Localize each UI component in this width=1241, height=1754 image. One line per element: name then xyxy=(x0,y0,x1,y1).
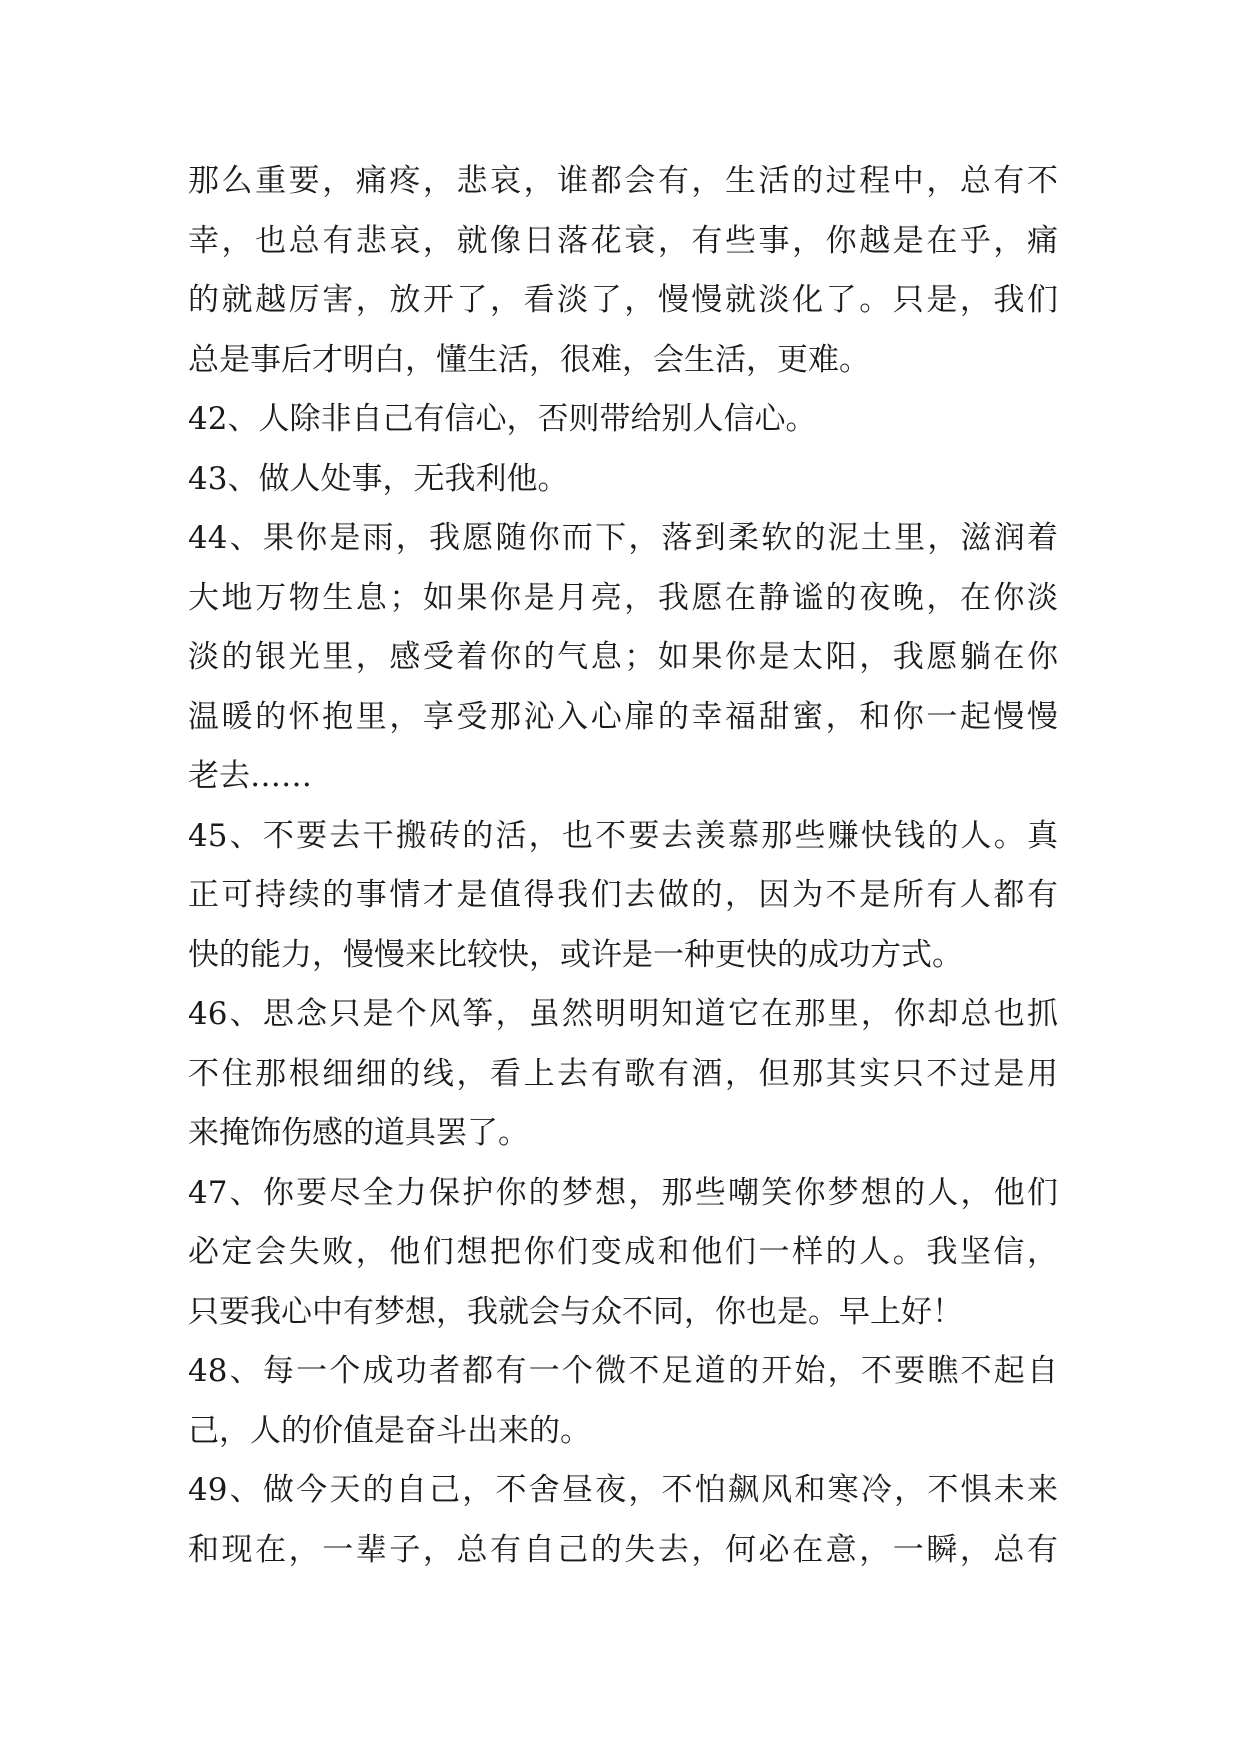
text-line: 幸，也总有悲哀，就像日落花衰，有些事，你越是在乎，痛 xyxy=(188,222,1058,259)
text-line: 44、果你是雨，我愿随你而下，落到柔软的泥土里，滋润着 xyxy=(188,520,1058,556)
text-line: 49、做今天的自己，不舍昼夜，不怕飙风和寒冷，不惧未来 xyxy=(188,1472,1058,1508)
text-line: 45、不要去干搬砖的活，也不要去羡慕那些赚快钱的人。真 xyxy=(188,817,1058,854)
body-text xyxy=(188,152,1058,1580)
text-line: 大地万物生息；如果你是月亮，我愿在静谧的夜晚，在你淡 xyxy=(188,579,1058,616)
text-line: 只要我心中有梦想，我就会与众不同，你也是。早上好！ xyxy=(188,1293,963,1330)
text-line: 快的能力，慢慢来比较快，或许是一种更快的成功方式。 xyxy=(188,936,963,973)
text-line: 温暖的怀抱里，享受那沁入心扉的幸福甜蜜，和你一起慢慢 xyxy=(188,698,1058,735)
text-line: 不住那根细细的线，看上去有歌有酒，但那其实只不过是用 xyxy=(188,1055,1058,1092)
text-line: 必定会失败，他们想把你们变成和他们一样的人。我坚信， xyxy=(188,1234,1058,1270)
text-line: 48、每一个成功者都有一个微不足道的开始，不要瞧不起自 xyxy=(188,1353,1058,1389)
text-line: 46、思念只是个风筝，虽然明明知道它在那里，你却总也抓 xyxy=(188,996,1058,1032)
text-line: 的就越厉害，放开了，看淡了，慢慢就淡化了。只是，我们 xyxy=(188,282,1058,318)
text-line: 和现在，一辈子，总有自己的失去，何必在意，一瞬，总有 xyxy=(188,1531,1058,1568)
text-line: 42、人除非自己有信心，否则带给别人信心。 xyxy=(188,401,817,437)
text-line: 43、做人处事，无我利他。 xyxy=(188,460,569,497)
text-line: 己，人的价值是奋斗出来的。 xyxy=(188,1412,591,1449)
text-line: 老去…… xyxy=(188,758,312,794)
text-line: 47、你要尽全力保护你的梦想，那些嘲笑你梦想的人，他们 xyxy=(188,1174,1058,1211)
text-line: 淡的银光里，感受着你的气息；如果你是太阳，我愿躺在你 xyxy=(188,639,1058,675)
text-line: 那么重要，痛疼，悲哀，谁都会有，生活的过程中，总有不 xyxy=(188,163,1058,199)
text-line: 来掩饰伤感的道具罢了。 xyxy=(188,1115,529,1151)
text-line: 正可持续的事情才是值得我们去做的，因为不是所有人都有 xyxy=(188,877,1058,913)
text-line: 总是事后才明白，懂生活，很难，会生活，更难。 xyxy=(188,341,870,378)
